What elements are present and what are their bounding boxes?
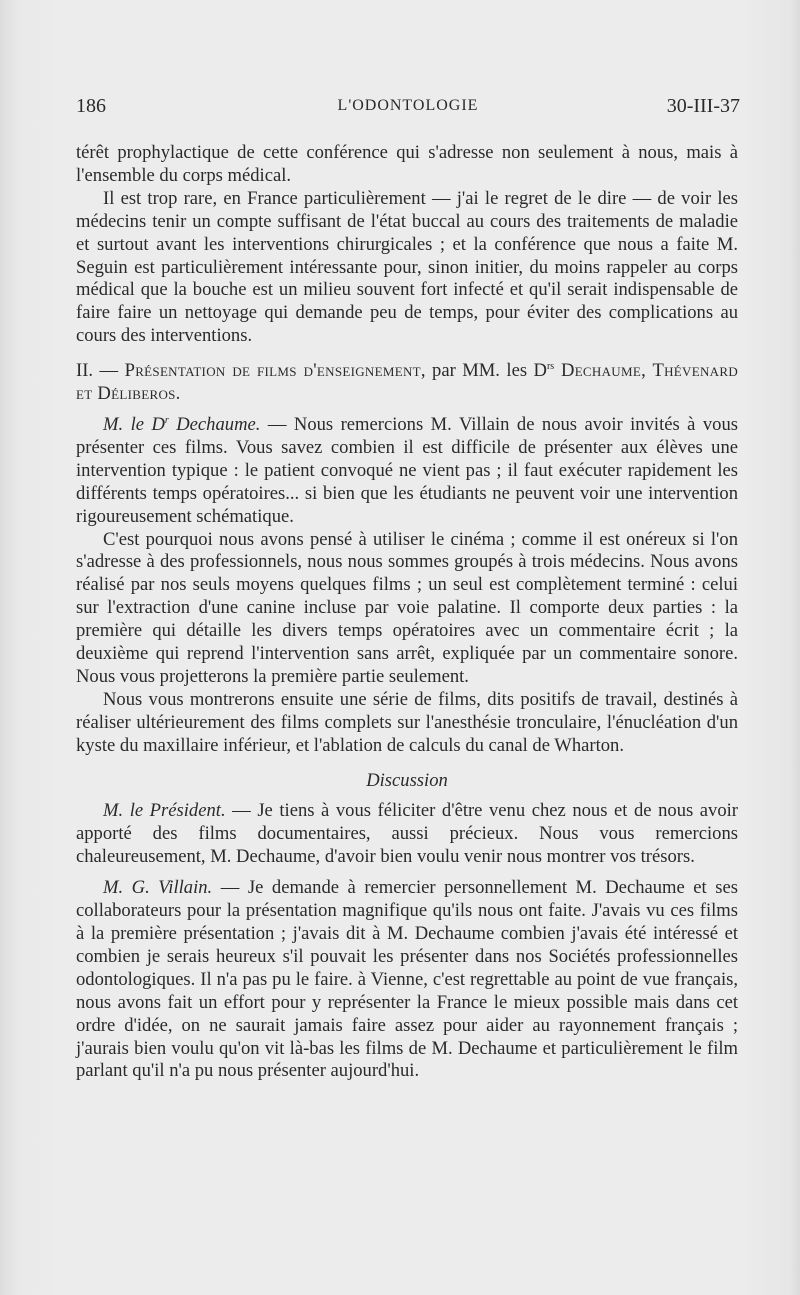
dechaume-text-1: — Nous remercions M. Villain de nous avoir invités à vous présenter ces films. Vous savez combien il est difficile de présenter aux élèves une intervention typique : le patient convoqué ne vient pas ; il faut exécuter rapidement les différents temps opératoires... si bien que les étudiants ne peuvent voir une intervention rigoureusement schématique. xyxy=(76,413,739,527)
section-by: , par MM. les D xyxy=(420,360,547,382)
issue-date: 30-III-37 xyxy=(666,95,740,117)
section-authors: Dechaume, Thévenard et Déliberos. xyxy=(76,360,739,405)
discussion-heading: Discussion xyxy=(366,769,448,791)
villain-text: — Je demande à remercier personnellement M. Dechaume et ses collaborateurs pour la présentation magnifique qu'ils nous ont faite. J'avais vu ces films à la première présentation ; j'avais dit à M. Dechaume combien j'avais été intéressé et combien je serais heureux s'il pouvait les présenter dans nos Sociétés professionnelles odontologiques. Il n'a pas pu le faire. à Vienne, c'est regrettable au point de vue français, nous avons fait un effort pour y représenter la France le mieux possible mais dans cet ordre d'idée, on ne saurait jamais faire assez pour aider au rayonnement français ; j'aurais bien voulu qu'on vit là-bas les films de M. Dechaume et particulièrement le film parlant qu'il n'a pu nous présenter aujourd'hui. xyxy=(76,877,738,1082)
paragraph-villain xyxy=(76,877,738,1083)
section-drs-sup: rs xyxy=(546,360,555,372)
paragraph-dechaume-cinema: C'est pourquoi nous avons pensé à utiliser le cinéma ; comme il est onéreux si l'on s'adresse à des professionnels, nous nous sommes groupés à trois médecins. Nous avons réalisé par nos seuls moyens quelques films ; un seul est complètement terminé : celui sur l'extraction d'une canine incluse par voie palatine. Il comporte deux parties : la première qui détaille les divers temps opératoires avec un commentaire écrit ; la deuxième qui reprend l'intervention sans arrêt, expliquée par un commentaire sonore. Nous vous projetterons la première partie seulement. xyxy=(76,528,738,687)
speaker-president: M. le Président. xyxy=(103,800,226,822)
speaker-dechaume xyxy=(103,414,260,435)
page-number: 186 xyxy=(76,95,106,117)
paragraph-continuation: térêt prophylactique de cette conférence qui s'adresse non seulement à nous, mais à l'ensemble du corps médical. xyxy=(76,142,738,186)
speaker-villain: M. G. Villain. xyxy=(103,877,213,899)
section-title: Présentation de films d'enseignement xyxy=(124,360,421,382)
speaker-dechaume-name: Dechaume. xyxy=(168,413,261,435)
president-text: — Je tiens à vous féliciter d'être venu chez nous et de nous avoir apporté des films documentaires, aussi précieux. Nous vous remercions chaleureusement, M. Dechaume, d'avoir bien voulu venir nous montrer vos trésors. xyxy=(76,800,738,868)
running-title: L'ODONTOLOGIE xyxy=(337,97,479,114)
article-body xyxy=(76,142,738,1083)
paragraph-president xyxy=(76,800,738,869)
section-number: II. — xyxy=(76,360,125,382)
speaker-dechaume-prefix: M. le D xyxy=(103,413,165,435)
speaker-dechaume-sup: r xyxy=(164,414,169,426)
paragraph-medical-care: Il est trop rare, en France particulièrement — j'ai le regret de le dire — de voir les médecins tenir un compte suffisant de l'état buccal au cours des traitements de maladie et surtout avant les interventions chirurgicales ; et la conférence que nous a faite M. Seguin est particulièrement intéressante pour, sinon initier, du moins rappeler au corps médical que la bouche est un milieu souvent fort infecté et qu'il serait indispensable de faire faire un nettoyage qui demande peu de temps, pour éviter des complications au cours des interventions. xyxy=(76,187,738,347)
section-heading-films xyxy=(76,360,738,406)
paragraph-dechaume-series: Nous vous montrerons ensuite une série de films, dits positifs de travail, destinés à réaliser ultérieurement des films complets sur l'anesthésie tronculaire, l'énucléation d'un kyste du maxillaire inférieur, et l'ablation de calculs du canal de Wharton. xyxy=(76,688,738,756)
page-header xyxy=(76,95,740,119)
paragraph-dechaume-intro xyxy=(76,414,738,529)
